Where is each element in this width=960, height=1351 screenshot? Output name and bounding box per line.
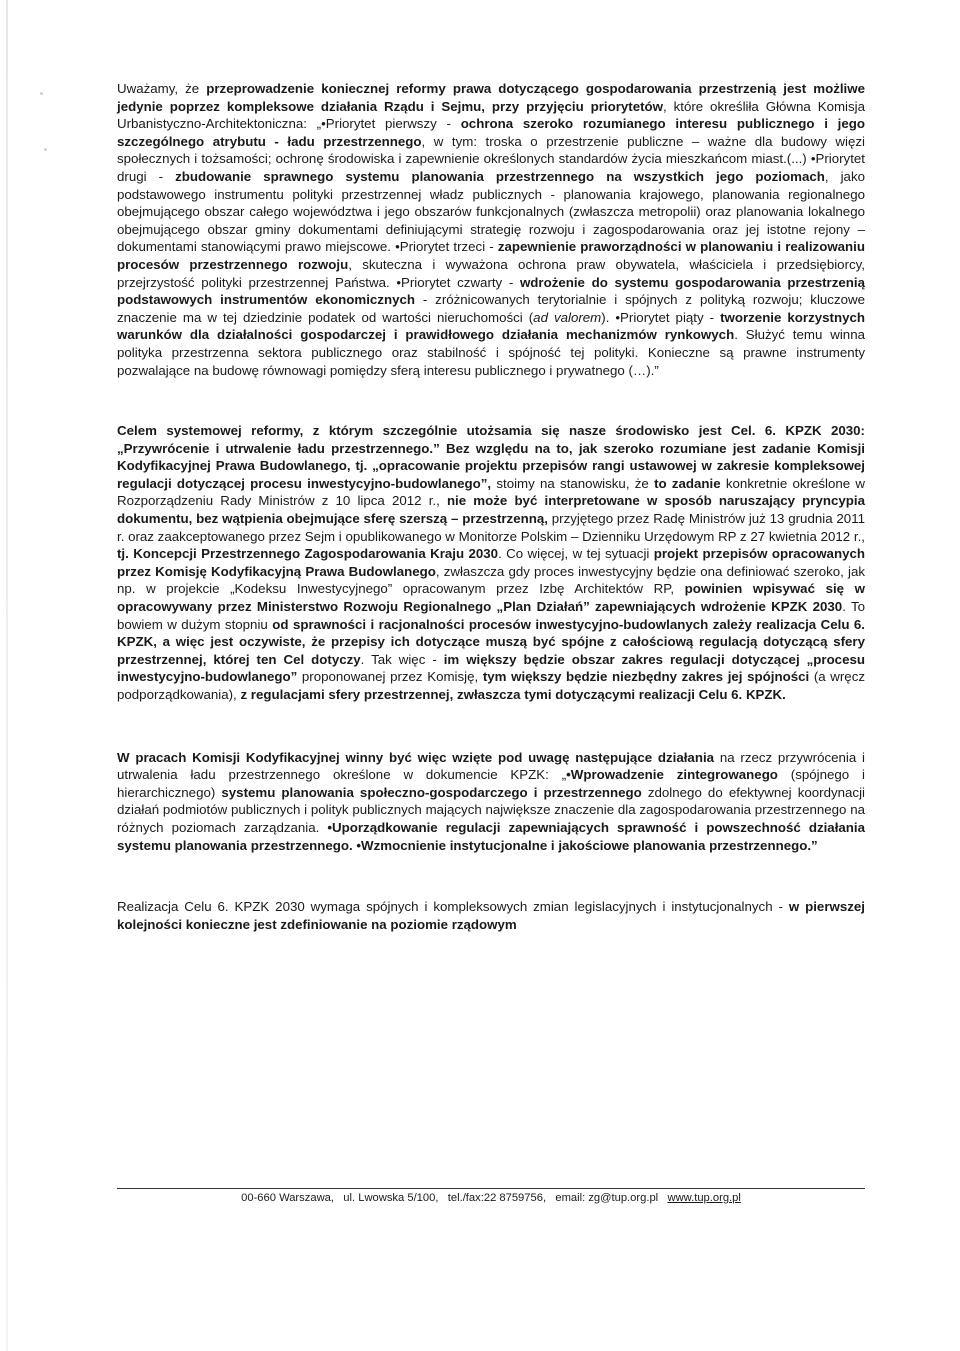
document-body [117, 80, 865, 933]
paragraph-commission-actions [117, 749, 865, 855]
text-run-bold: Celem systemowej reformy, z którym szczególnie utożsamia się nasze środowisko jest Cel. 6. KPZK 2030: „Przywrócenie i utrwalenie ładu przestrzennego.” Bez względu na to, jak szeroko rozumiane jest zadanie Komisji Kodyfikacyjnej Prawa Budowlanego, tj. „opracowanie projektu przepisów rangi ustawowej w zakresie kompleksowej regulacji dotyczącej procesu inwestycyjno-budowlanego”, [117, 423, 865, 491]
footer-contact [117, 1192, 865, 1204]
scan-speck [40, 92, 43, 95]
text-run: . To bowiem w dużym stopniu [117, 599, 865, 632]
text-run: Uważamy, że [117, 81, 207, 96]
text-run-bold: tj. Koncepcji Przestrzennego Zagospodarowania Kraju 2030 [117, 546, 499, 562]
text-run: ). •Priorytet piąty - [601, 309, 721, 325]
text-run-bold: od sprawności i racjonalności procesów inwestycyjno-budowlanych zależy realizacja Celu 6. KPZK, a więc jest oczywiste, że przepisy ich dotyczące muszą być spójne z całościową regulacją dotyczącą sfery przestrzennej, której ten Cel dotyczy [117, 616, 865, 667]
text-run-bold: nie może być interpretowane w sposób naruszający pryncypia dokumentu, bez wątpienia obejmujące sferę szerszą – przestrzenną, [117, 493, 865, 527]
text-run: . Służyć temu winna polityka przestrzenna sektora publicznego oraz stabilność i spójność tej polityki. Konieczne są prawne instrumenty pozwalające na budowę równowagi pomiędzy sferą interesu publicznego i prywatnego (…).” [117, 327, 865, 378]
text-run: Realizacja Celu 6. KPZK 2030 wymaga spójnych i kompleksowych zmian legislacyjnych i instytucjonalnych - [117, 899, 789, 915]
text-run: , jako podstawowego instrumentu polityki przestrzennej władz publicznych - planowania krajowego, planowania regionalnego obejmującego obszar całego województwa i jego obszarów funkcjonalnych (zwłaszcza metropolii) oraz planowania lokalnego obejmującego obszar gminy dokumentami definiującymi strategię rozwoju i zagospodarowania oraz jej istotne rejony – dokumentami stanowiącymi prawo miejscowe. •Priorytet trzeci - [117, 168, 865, 255]
text-run: konkretnie określone w Rozporządzeniu Rady Ministrów z 10 lipca 2012 r., [117, 475, 865, 509]
paragraph-priorities [117, 80, 865, 379]
text-run: , w tym: troska o przestrzenie publiczne – ważne dla budowy więzi społecznych i tożsamości; ochronę środowiska i zapewnienie określonych standardów życia mieszkańcom miast.(...) •Priorytet drugi - [117, 133, 865, 184]
text-run: . Tak więc - [360, 651, 444, 667]
text-run-bold: z regulacjami sfery przestrzennej, zwłaszcza tymi dotyczącymi realizacji Celu 6. KPZK. [240, 687, 786, 702]
text-run-bold: zapewnienie praworządności w planowaniu i realizowaniu procesów przestrzennego rozwoju [117, 239, 865, 272]
text-run-bold: powinien wpisywać się w opracowywany przez Ministerstwo Rozwoju Regionalnego „Plan Działań” zapewniających wdrożenie KPZK 2030 [117, 581, 865, 615]
text-run-bold: projekt przepisów opracowanych przez Komisję Kodyfikacyjną Prawa Budowlanego [117, 546, 865, 579]
text-run: proponowanej przez Komisję, [297, 669, 483, 685]
scan-speck [44, 148, 47, 151]
text-run: , zwłaszcza gdy proces inwestycyjny będzie ona definiować szeroko, jak np. w projekcie „Kodeksu Inwestycyjnego” opracowanym przez Izbę Architektów RP, [117, 563, 865, 597]
text-run: na rzecz przywrócenia i utrwalenia ładu przestrzennego określone w dokumencie KPZK: „ [117, 749, 865, 783]
paragraph-reform-goal [117, 422, 865, 704]
text-run: stoimy na stanowisku, że [491, 475, 655, 491]
footer-divider [117, 1188, 865, 1189]
text-run-bold: •Wprowadzenie zintegrowanego [566, 767, 778, 783]
text-run-bold: W pracach Komisji Kodyfikacyjnej winny być więc wzięte pod uwagę następujące działania [117, 749, 715, 765]
text-run-bold: ochrona szeroko rozumianego interesu publicznego i jego szczególnego atrybutu - ładu przestrzennego [117, 116, 865, 149]
text-run-italic: ad valorem [533, 309, 602, 325]
text-run-bold: •Uporządkowanie regulacji zapewniających sprawność i powszechność działania systemu planowania przestrzennego. •Wzmocnienie instytucjonalne i jakościowe planowania przestrzennego.” [117, 819, 866, 853]
text-run-bold: tworzenie korzystnych warunków dla działalności gospodarczej i prawidłowego działania mechanizmów rynkowych [117, 309, 865, 343]
text-run: , które określiła Główna Komisja Urbanistyczno-Architektoniczna: „•Priorytet pierwszy - [117, 98, 865, 132]
text-run-bold: przeprowadzenie koniecznej reformy prawa dotyczącego gospodarowania przestrzenią jest możliwe jedynie poprzez kompleksowe działania Rządu i Sejmu, przy przyjęciu priorytetów [117, 81, 865, 114]
text-run-bold: to zadanie [654, 475, 721, 491]
text-run: , skuteczna i wyważona ochrona praw obywatela, właściciela i przedsiębiorcy, przejrzystość polityki przestrzennej Państwa. •Priorytet czwarty - [117, 256, 866, 290]
paragraph-implementation [117, 898, 865, 933]
text-run: (spójnego i hierarchicznego) [117, 767, 865, 800]
text-run-bold: wdrożenie do systemu gospodarowania przestrzenią podstawowych instrumentów ekonomicznych [117, 274, 865, 308]
footer-address: 00-660 Warszawa, ul. Lwowska 5/100, tel./fax:22 8759756, email: zg@tup.org.pl [241, 1192, 668, 1204]
text-run: zdolnego do efektywnej koordynacji działań podmiotów publicznych i polityk publicznych mających największe znaczenie dla zagospodarowania przestrzennego na różnych poziomach zarządzania. [117, 784, 865, 835]
text-run-bold: tym większy będzie niezbędny zakres jej spójności [482, 669, 810, 685]
text-run: (a wręcz podporządkowania), [117, 669, 865, 702]
text-run: . Co więcej, w tej sytuacji [498, 546, 654, 562]
footer-website-link[interactable]: www.tup.org.pl [667, 1192, 741, 1204]
text-run-bold: zbudowanie sprawnego systemu planowania przestrzennego na wszystkich jego poziomach [175, 168, 825, 184]
text-run-bold: im większy będzie obszar zakres regulacji dotyczącej „procesu inwestycyjno-budowlanego” [117, 651, 865, 685]
scan-edge [6, 0, 8, 1351]
text-run-bold: systemu planowania społeczno-gospodarczego i przestrzennego [221, 784, 642, 800]
text-run: - zróżnicowanych terytorialnie i spójnych z polityką rozwoju; kluczowe znaczenie ma w tej dziedzinie podatek od wartości nieruchomości ( [117, 292, 865, 325]
text-run: przyjętego przez Radę Ministrów już 13 grudnia 2011 r. oraz zaakceptowanego przez Sejm i opublikowanego w Monitorze Polskim – Dzienniku Urzędowym RP z 27 kwietnia 2012 r., [117, 511, 866, 544]
text-run-bold: w pierwszej kolejności konieczne jest zdefiniowanie na poziomie rządowym [117, 899, 865, 932]
